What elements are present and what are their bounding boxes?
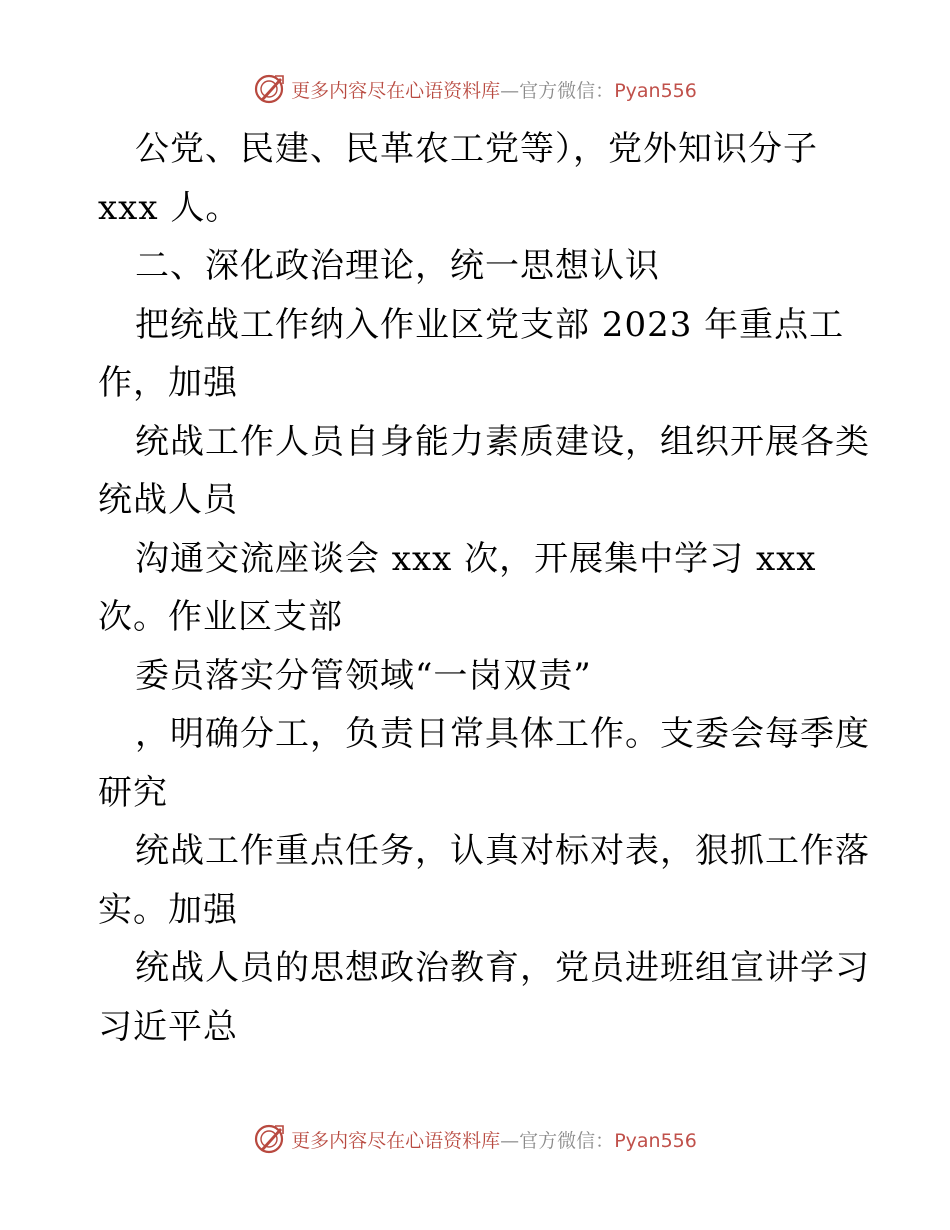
watermark-official: 官方微信： bbox=[519, 79, 615, 102]
watermark-brand: 更多内容尽在心语资料库 bbox=[291, 79, 501, 102]
watermark-dash: — bbox=[500, 1129, 520, 1152]
body-line: 统战工作重点任务，认真对标对表，狠抓工作落 bbox=[135, 831, 870, 871]
body-line: 统战人员 bbox=[98, 480, 238, 520]
watermark-text bbox=[291, 1126, 697, 1153]
watermark-id: Pyan556 bbox=[614, 79, 697, 102]
body-line: 把统战工作纳入作业区党支部 2023 年重点工 bbox=[135, 304, 845, 345]
document-body bbox=[98, 120, 870, 1056]
body-line: 作，加强 bbox=[98, 363, 238, 403]
body-line: 研究 bbox=[98, 772, 168, 813]
body-line: 沟通交流座谈会 xxx 次，开展集中学习 xxx bbox=[135, 538, 817, 579]
watermark-id: Pyan556 bbox=[614, 1129, 697, 1152]
body-line: 统战工作人员自身能力素质建设，组织开展各类 bbox=[135, 421, 870, 462]
body-line: 委员落实分管领域“一岗双责” bbox=[135, 655, 592, 696]
section-heading: 二、深化政治理论，统一思想认识 bbox=[135, 246, 660, 286]
body-line: xxx 人。 bbox=[98, 187, 241, 228]
watermark-text bbox=[291, 76, 697, 103]
quill-seal-icon bbox=[253, 1122, 287, 1156]
body-line: 次。作业区支部 bbox=[98, 597, 343, 637]
footer-watermark bbox=[0, 1122, 950, 1156]
header-watermark bbox=[0, 72, 950, 106]
body-line: 习近平总 bbox=[98, 1006, 238, 1047]
watermark-official: 官方微信： bbox=[519, 1129, 615, 1152]
body-line: ，明确分工，负责日常具体工作。支委会每季度 bbox=[135, 714, 870, 754]
quill-seal-icon bbox=[253, 72, 287, 106]
watermark-dash: — bbox=[500, 79, 520, 102]
watermark-brand: 更多内容尽在心语资料库 bbox=[291, 1129, 501, 1152]
body-line: 实。加强 bbox=[98, 889, 238, 930]
body-line: 公党、民建、民革农工党等），党外知识分子 bbox=[135, 129, 818, 169]
body-line: 统战人员的思想政治教育，党员进班组宣讲学习 bbox=[135, 948, 870, 988]
